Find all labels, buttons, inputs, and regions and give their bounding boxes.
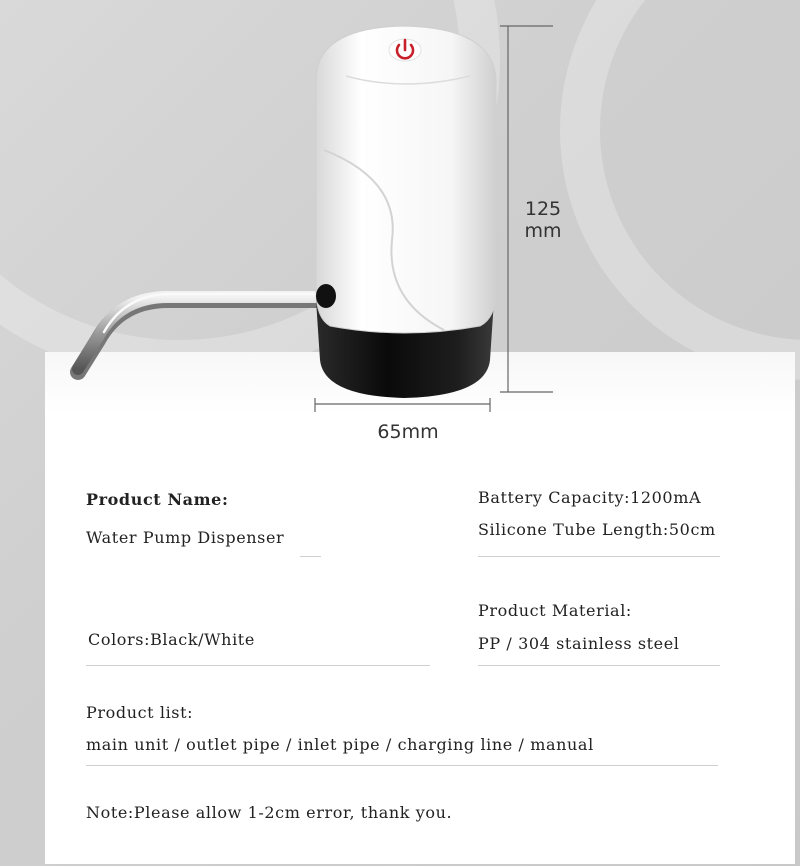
product-list-label: Product list: <box>86 703 194 722</box>
width-dimension-line <box>315 398 490 412</box>
product-material-value: PP / 304 stainless steel <box>478 634 680 653</box>
divider <box>478 556 720 557</box>
product-list-value: main unit / outlet pipe / inlet pipe / charging line / manual <box>86 735 594 754</box>
divider <box>86 765 718 766</box>
pump-body <box>316 26 496 333</box>
divider <box>86 665 430 666</box>
note-text: Note:Please allow 1-2cm error, thank you. <box>86 803 453 822</box>
height-value: 125 <box>524 198 562 220</box>
height-label <box>520 198 566 242</box>
battery-capacity: Battery Capacity:1200mA <box>478 488 702 507</box>
product-name-label: Product Name: <box>86 490 229 509</box>
colors-spec: Colors:Black/White <box>88 630 255 649</box>
height-unit: mm <box>524 220 562 242</box>
divider <box>300 556 321 557</box>
power-icon <box>389 39 421 61</box>
product-name-value: Water Pump Dispenser <box>86 528 285 547</box>
outlet-pipe <box>78 294 320 372</box>
tube-length: Silicone Tube Length:50cm <box>478 520 716 539</box>
water-pump-illustration <box>0 0 800 420</box>
divider <box>478 665 720 666</box>
product-material-label: Product Material: <box>478 601 632 620</box>
width-label: 65mm <box>377 421 439 443</box>
